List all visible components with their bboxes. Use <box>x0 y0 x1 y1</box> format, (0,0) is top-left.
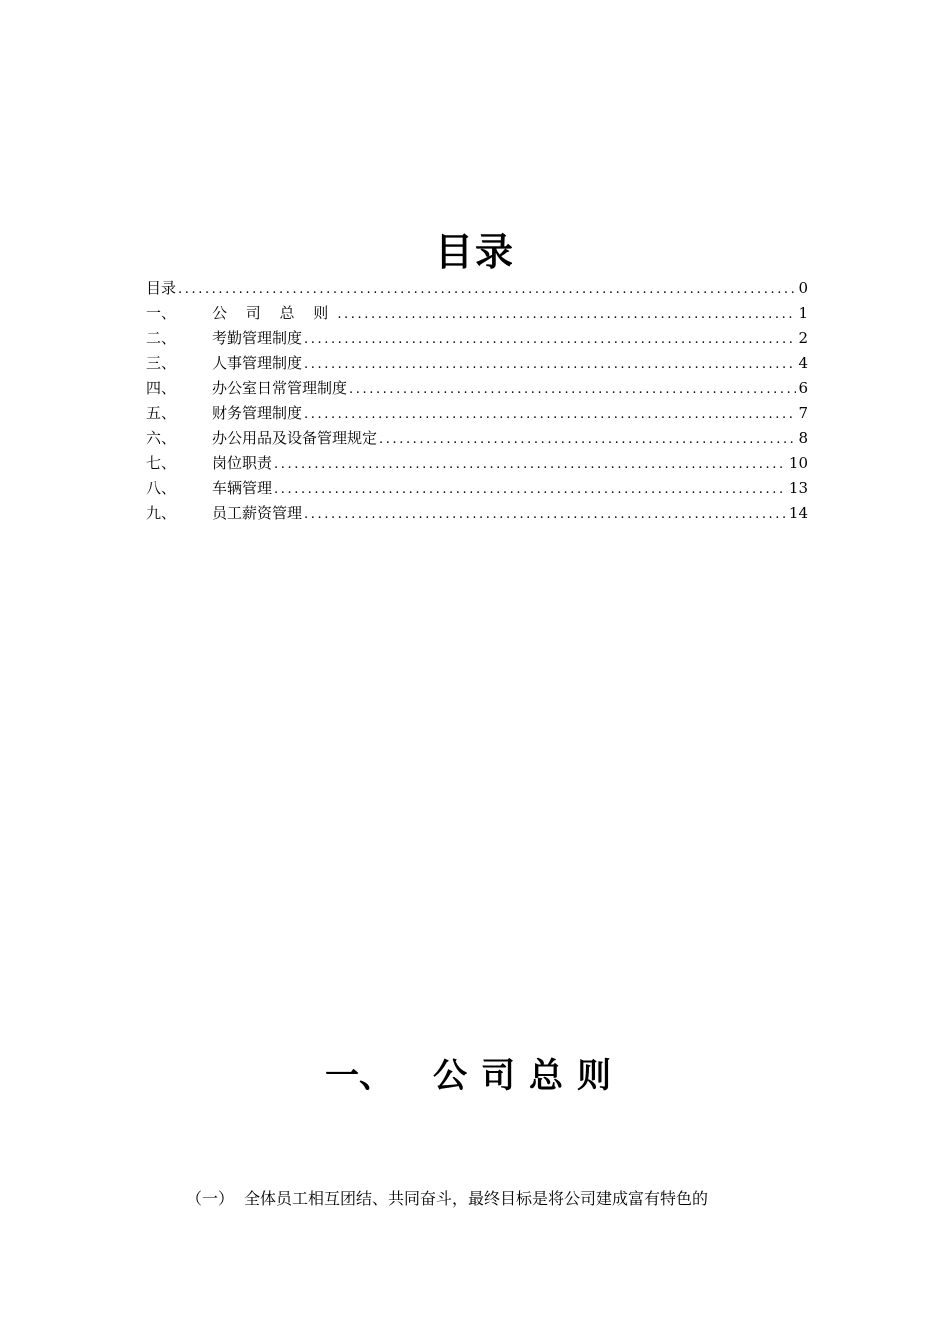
toc-leader-dots <box>304 352 796 377</box>
toc-entry-page: 7 <box>798 404 808 422</box>
toc-entry-number: 五、 <box>146 404 177 422</box>
toc-leader-dots <box>349 377 796 402</box>
toc-entry-label: 员工薪资管理 <box>212 504 303 522</box>
paragraph-marker: （一） <box>186 1189 235 1208</box>
toc-entry-label: 人事管理制度 <box>212 354 303 372</box>
toc-entry-label: 考勤管理制度 <box>212 329 303 347</box>
toc-entry[interactable] <box>146 476 808 501</box>
toc-entry-page: 13 <box>788 479 808 497</box>
toc-entry-number: 九、 <box>146 504 177 522</box>
toc-entry-page: 8 <box>798 429 808 447</box>
toc-entry-page: 14 <box>788 504 808 522</box>
toc-entry-number: 四、 <box>146 379 177 397</box>
body-paragraph <box>186 1186 826 1212</box>
toc-entry-label: 公 司 总 则 <box>212 304 336 322</box>
toc-entry-number: 一、 <box>146 304 177 322</box>
table-of-contents <box>146 276 808 526</box>
toc-entry-page: 6 <box>798 379 808 397</box>
section-number: 一、 <box>325 1056 393 1096</box>
section-heading <box>0 1052 950 1100</box>
section-title: 公司总则 <box>433 1056 625 1096</box>
toc-entry[interactable] <box>146 401 808 426</box>
toc-entry-number: 三、 <box>146 354 177 372</box>
toc-leader-dots <box>379 427 796 452</box>
toc-entry-page: 10 <box>788 454 808 472</box>
toc-entry-number: 八、 <box>146 479 177 497</box>
toc-entry[interactable] <box>146 326 808 351</box>
toc-leader-dots <box>178 277 796 302</box>
toc-entry[interactable] <box>146 376 808 401</box>
toc-leader-dots <box>304 502 787 527</box>
toc-entry-label: 岗位职责 <box>212 454 273 472</box>
toc-entry-page: 1 <box>798 304 808 322</box>
toc-entry[interactable] <box>146 501 808 526</box>
toc-entry-number: 七、 <box>146 454 177 472</box>
toc-entry-page: 0 <box>798 279 808 297</box>
toc-leader-dots <box>337 302 796 327</box>
toc-entry[interactable] <box>146 301 808 326</box>
paragraph-text: 全体员工相互团结、共同奋斗，最终目标是将公司建成富有特色的 <box>244 1189 709 1208</box>
toc-entry-label: 目录 <box>146 279 177 297</box>
toc-entry-label: 办公室日常管理制度 <box>212 379 348 397</box>
toc-entry-page: 4 <box>798 354 808 372</box>
toc-entry[interactable] <box>146 276 808 301</box>
toc-entry[interactable] <box>146 426 808 451</box>
toc-leader-dots <box>304 327 796 352</box>
toc-entry-label: 办公用品及设备管理规定 <box>212 429 378 447</box>
toc-entry-page: 2 <box>798 329 808 347</box>
toc-leader-dots <box>304 402 796 427</box>
toc-title: 目录 <box>434 230 515 274</box>
toc-entry[interactable] <box>146 451 808 476</box>
toc-leader-dots <box>274 452 787 477</box>
toc-leader-dots <box>274 477 787 502</box>
toc-entry-label: 车辆管理 <box>212 479 273 497</box>
toc-entry-number: 六、 <box>146 429 177 447</box>
toc-entry-label: 财务管理制度 <box>212 404 303 422</box>
toc-entry[interactable] <box>146 351 808 376</box>
toc-entry-number: 二、 <box>146 329 177 347</box>
